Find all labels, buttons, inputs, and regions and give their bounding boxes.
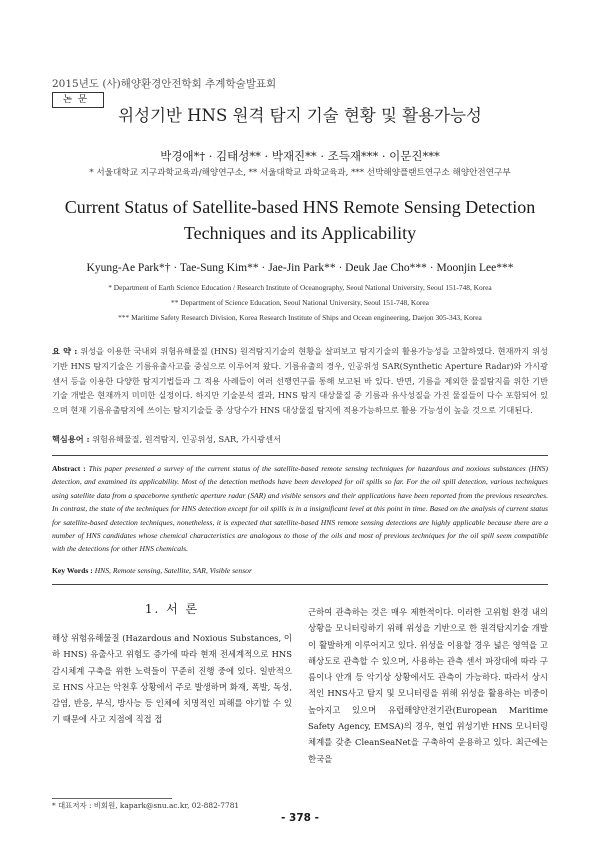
abstract-english	[52, 462, 548, 556]
abstract-english-text: This paper presented a survey of the current status of the satellite-based remote sensing techniques for hazardous and noxious substances (HNS) detection, and examined its applicability. Most of the detection methods have been developed for oil spills so far. For the oil spill detection, various techniques using satellite data from a spaceborne synthetic aperture radar (SAR) and visible sensors and their applications have been reported from the previous researches. In contrast, the state of the techniques for HNS detection except for oil spills is in a insignificant level at this point in time. Based on the analysis of current status for satellite-based detection techniques, nonetheless, it is expected that satellite-based HNS remote sensing detections are highly applicable because there are a number of HNS candidates whose chemical characteristics are analogous to those of the oils and most of previous techniques for the oil spill seem compatible with the detections for other HNS chemicals.	[52, 464, 549, 554]
page-number: - 378 -	[281, 812, 319, 824]
divider-bottom	[52, 584, 548, 585]
abstract-korean-label: 요 약 :	[52, 346, 78, 356]
affiliation-english-3: *** Maritime Safety Research Division, Korea Research Institute of Ships and Ocean engineering, Daejon 305-343, Korea	[118, 313, 482, 322]
paper-type-badge: 논문	[52, 92, 104, 108]
authors-english: Kyung-Ae Park*† · Tae-Sung Kim** · Jae-Jin Park** · Deuk Jae Cho*** · Moonjin Lee***	[86, 262, 514, 274]
keywords-english	[52, 566, 252, 575]
keywords-korean-text: 위험유해물질, 원격탐지, 인공위성, SAR, 가시광센서	[92, 434, 281, 444]
affiliation-english-1: * Department of Earth Science Education / Research Institute of Oceanography, Seoul National University, Seoul 151-748, Korea	[108, 283, 492, 292]
title-english: Current Status of Satellite-based HNS Remote Sensing Detection Techniques and its Applicability	[64, 197, 536, 243]
authors-korean: 박경애*† · 김태성** · 박재진** · 조득재*** · 이문진***	[160, 149, 440, 163]
keywords-korean-label: 핵심용어 :	[52, 434, 90, 444]
affiliation-korean: * 서울대학교 지구과학교육과/해양연구소, ** 서울대학교 과학교육과, *** 선박해양플랜트연구소 해양안전연구부	[89, 168, 511, 178]
abstract-korean-text: 위성을 이용한 국내외 위험유해물질 (HNS) 원격탐지기술의 현황을 살펴보고 탐지기술의 활용가능성을 고찰하였다. 현재까지 위성기반 HNS 탐지기술은 기름유출사고를 중심으로 이루어져 왔다. 기름유출의 경우, 인공위성 SAR(Synthetic Aperture Radar)와 가시광센서 등을 이용한 다양한 탐지기법들과 그 적용 사례들이 여러 선행연구를 통해 보고된 바 있다. 반면, 기름을 제외한 물질탐지를 위한 기반기술 개발은 현재까지 미미한 실정이다. 하지만 기술분석 결과, HNS 탐지 대상물질 중 기름과 유사성질을 가진 물질들이 다수 포함되어 있으며 현재 기름유출탐지에 쓰이는 탐지기술들 중 상당수가 HNS 대상물질 탐지에 적용가능하므로 활용 가능성이 높을 것으로 기대된다.	[52, 346, 548, 416]
abstract-english-label: Abstract :	[52, 464, 86, 473]
conference-header: 2015년도 (사)해양환경안전학회 추계학술발표회	[52, 78, 277, 90]
keywords-english-text: HNS, Remote sensing, Satellite, SAR, Visible sensor	[94, 566, 252, 575]
divider-top	[52, 455, 548, 456]
abstract-korean	[52, 344, 548, 418]
section-heading-introduction: 1. 서 론	[144, 602, 200, 616]
body-column-right: 근하여 관측하는 것은 매우 제한적이다. 이러한 고위험 환경 내의 상황을 모니터링하기 위해 위성을 기반으로 한 원격탐지기술 개발이 활발하게 이루어지고 있다. 위성을 이용할 경우 넓은 영역을 고해상도로 관측할 수 있으며, 사용하는 관측 센서 파장대에 따라 구름이나 안개 등 악기상 상황에서도 관측이 가능하다. 따라서 상시적인 HNS사고 탐지 및 모니터링을 위해 위성을 활용하는 비중이 높아지고 있으며 유럽해양안전기관(European Maritime Safety Agency, EMSA)의 경우, 현업 위성기반 HNS 모니터링 체계를 갖춘 CleanSeaNet을 구축하여 운용하고 있다. 최근에는 한국을	[308, 607, 548, 764]
keywords-english-label: Key Words :	[52, 566, 93, 575]
title-korean: 위성기반 HNS 원격 탐지 기술 현황 및 활용가능성	[118, 106, 482, 125]
affiliation-english-2: ** Department of Science Education, Seoul National University, Seoul 151-748, Korea	[171, 298, 429, 307]
keywords-korean	[52, 434, 281, 445]
footnote-corresponding-author: * 대표저자 : 비회원, kapark@snu.ac.kr, 02-882-7781	[52, 801, 240, 810]
footnote-rule	[52, 798, 172, 799]
body-column-left: 해상 위험유해물질 (Hazardous and Noxious Substances, 이하 HNS) 유출사고 위험도 증가에 따라 현재 전세계적으로 HNS 감시체계 구축을 위한 노력들이 꾸준히 진행 중에 있다. 일반적으로 HNS 사고는 악천후 상황에서 주로 발생하며 화재, 폭발, 독성, 감염, 반응, 부식, 방사능 등 인체에 치명적인 피해를 야기할 수 있기 때문에 사고 지점에 직접 접	[52, 633, 292, 725]
